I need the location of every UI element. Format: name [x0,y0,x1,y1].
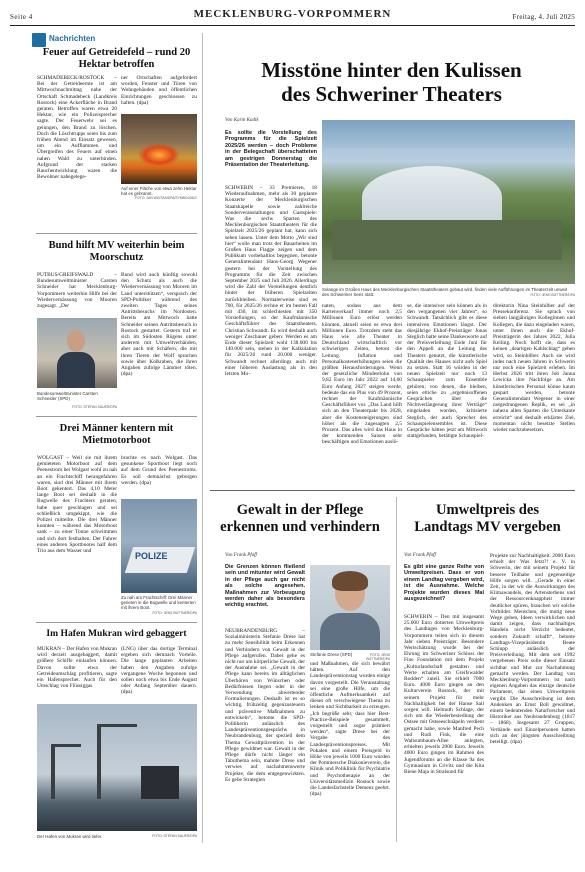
main-text-col4: direktorin Nina Steinhilber auf der Pressekonferenz. Sie sprach von sieben langjährigen Kolleginnen und Kollegen, die dazu eingeladen waren, unter ihnen auch die Ekhof-Preisträgerin des Jahres 2022, Julia Keiling. Noch hofft sie, dass es keinen „dearitgen Kahlschlag“ geben wird, so Steinhilber. Auch sie wird indes nach neuen Jahren in Schwerin nur noch eine Spielzeit erleben. Im Herbst 2026 tritt ihren Job Janna Lewicka ihre Nachfolge an. Am künstlerischen Personal könne kaum gespart werden, betonte Generalintendant Wegener in einer notgedrungenen Replik, es sei „in nahezu allen Sparten die Unterkante erreicht“ und deshalb erklärtes Ziel, momentan nicht besetzte Stellen wieder nachzubesetzen. [493,303,575,434]
boat-caption: Zu nah am Frachtschiff: Drei Männer gerieten in die Bugwelle und kenterten mit ihrem Boot. [121,595,196,611]
pflege-author: Von Frank Pfaff [225,553,257,558]
page-header [10,8,575,24]
pflege-headline-line1: Gewalt in der Pflege [236,502,364,518]
boat-credit: FOTO: JENS BÜTTNER/DPA [152,611,197,615]
main-text-col1: SCHWERIN – 33 Premieren, 18 Wiederaufnahmen, mehr als 30 geplante Konzerte der Mecklenburgischen Staatskapelle sowie zahlreiche Sonderveranstaltungen und Gastspiele: Was die sechs Sparten des Mecklenburgischen Staatstheaters für die Spielzeit 2025/26 geplant hat, kann sich sehen lassen. Unter dem Motto „Wir sind hier“ wolle man trotz der Bauarbeiten im Großen Haus Flagge zeigen und dem Publikum vorbehaltlos begegnen, betonte Generalintendant Hans-Georg Wegener gestern bei der Vorstellung des Programms für die Zeit zwischen September 2025 und Juli 2026. Allerdings wird die Zahl der Vorstellungen deutlich hinter der früheren Spielzeiten zurückbleiben. Normalerweise sind es 700, für 2025/26 rechne er im besten Fall mit 430, im schlechtesten mit 350 Vorstellungen, so der Kaufmännische Geschäftsführer des Staatstheaters, Christian Schwandt. Es wird deshalb auch weniger Zuschauer geben: Werden es am Ende dieser Spielzeit wohl 138.000 bis 140.000 sein, stehen in der Kalkulation für 2025/26 rund 20.000 weniger. Schwandt rechnet allerdings auch mit einer höheren Auslastung als in den letzten Mo- [225,185,317,378]
minister-caption: Bundesumweltminister Carsten Schneider (SPD) [37,391,98,402]
page-number: Seite 4 [10,13,33,21]
hair-shape [332,571,368,591]
minister-credit: FOTO: STEFAN SAUER/DPA [72,405,117,409]
mukran-headline: Im Hafen Mukran wird gebaggert [46,628,187,639]
main-text-col2: naten, sodass aus dem Kartenverkauf immer noch 2,5 Millionen Euro erlöst werden könnten, aktuell seien es etwa drei Millionen Euro. Trotzdem steht das Haus wie alle Theater in Deutschland wirtschaftlich vor schwierigen Zeiten, betont die Leitung. Inflation und Personalkostenerhöhungen seien die größten Herausforderungen. Wenn der gesetzliche Mindestlohn von 9,82 Euro im Jahr 2022 auf 14,60 Euro Anfang 2027 steigen werde, bedeute das ein Plus von 49 Prozent, rechnet der Kaufmännische Geschäftsführer vor. „Das Land hilft sich an den Theaterpakt bis 2028, aber die Kostensteigerungen sind höher als die zugesagten 2,5 Prozent. Das alles wird das Haus in der kommenden Saison sehr beschäftigen und Emotionen auslö- [322,303,402,446]
harbor-credit: FOTO: STEFAN SAUER/DPA [152,834,197,838]
theater-caption: Solange im Großen Haus des Mecklenburgischen Staatstheaters gebaut wird, finden viele Aufführungen im Theaterzelt unweit des Schweriner Sees statt. [322,287,568,298]
main-headline-line1: Misstöne hinter den Kulissen [261,58,522,82]
crane-shape [51,744,55,799]
sky-shape [322,120,575,148]
page-date: Freitag, 4. Juli 2025 [512,13,575,21]
pflege-lead: Die Grenzen können fließend sein und mitunter wird Gewalt in der Pflege auch gar nicht als solche angesehen. Maßnahmen zur Vorbeugung werden daher als besonders wichtig erachtet. [225,564,305,609]
drese-credit: FOTO: JENS BÜTTNER/DPA [366,653,390,661]
boat-headline: Drei Männer kentern mit Mietmotorboot [59,423,174,446]
mukran-text-right: (LNG) über das dortige Terminal ergeben sich demnach Vorteile. Die lange geplanten Arbeiten haben den Angaben zufolge vergangene Woche begonnen und sollen noch etwa bis Ende August oder Anfang September dauern. (dpa) [121,646,197,696]
column-divider [396,497,397,842]
jacket-shape [57,352,95,388]
moor-text-right: Bund wird auch künftig sowohl den Schutz als auch die Wiedervernässung von Mooren im Land unterstützen“, versprach der SPD-Politiker während des zweiten Tages seines Antrittsbesuchs im Nordosten. Bereits am Mittwoch hatte Schneider seinen Antrittsbesuch in Rostock gestartet. Gestern traf er sich im Südosten Rügens unter anderem mit Umweltverbänden, aber auch mit Schäfern, die mit ihren Tieren der Wolf sprachen sowie über Kolkraben, die ihren Angaben zufolge Lämmer töten. (dpa) [121,272,197,378]
divider [210,490,575,491]
umwelt-headline-line2: Landtags MV vergeben [414,519,561,535]
section-title: MECKLENBURG-VORPOMMERN [193,8,392,20]
theater-credit: FOTO: JENS BÜTTNER/DPA [530,293,575,297]
umwelt-headline-line1: Umweltpreis des [435,502,540,518]
police-boat-photo [121,499,197,593]
crane-arm-shape [97,724,137,727]
harbor-caption: Der Hafen von Mukran wird tiefer. [37,834,103,839]
police-lettering: POLIZE [135,551,168,561]
drese-caption: Stefanie Drese (SPD) [310,652,353,657]
header-rule [10,25,575,26]
pflege-headline-line2: erkennen und verhindern [220,519,380,535]
fire-text-left: SCHMADEBECK/ROSTOCK – Bei der Getreideernte ist am Mittwochnachmittag nahe der Ortschaft Schmadebeck (Landkreis Rostock) eine Ackerfläche in Brand geraten. Betroffen waren etwa 20 Hektar, wie ein Polizeisprecher sagte. Der Feuerwehr sei es gelungen, den Brand zu löschen. Doch die Löschtrupps seien bis zum frühen Abend im Einsatz gewesen, um ein Aufflammen und Übergreifen des Feuers auf einen nahen Wald zu unterbinden. Aufgrund der starken Rauchentwicklung waren die Bewohner nahegelege- [37,75,117,181]
umwelt-lead: Es gibt eine ganze Reihe von Umweltpreisen. Dass er von einem Landtag vergeben wird, ist die Ausnahme. Welche Projekte wurden dieses Mal ausgezeichnet? [404,564,484,603]
umwelt-author: Von Frank Pfaff [404,553,436,558]
mukran-text-left: MUKRAN – Der Hafen von Mukran wird derzeit ausgebaggert, damit größere Schiffe einlaufen können. Davon sollte etwa der Getreideumschlag profitieren, sagte ein Hafensprecher. Auch für den Umschlag von Flüssiggas [37,646,117,690]
divider [36,233,197,234]
theater-tent-photo [322,120,575,284]
umwelt-text-col2: Projekte zur Nachhaltigkeit. 2000 Euro erhielt der Was Jetzt?! e. V. in Schwerin, der mit seinem Projekt für bessere Teilhabe und gegenseitige Hilfe sorgen will. „Gerade in einer Zeit, in der wir die Auswirkungen des Klimawandels, des Artensterbens und der Ressourcenknappheit immer deutlicher spüren, brauchen wir solche Vorbilder. Menschen, die mutig neue Wege gehen, Ideen verwirklichen und damit zeigen, dass nachhaltiges Handeln nicht Verzicht bedeutet, sondern Zukunft schafft“, betonte Landtags-Vizepräsidentin Beate Schlupp anlässlich der Preisverleihung. Mit dem seit 1992 vergebenen Preis solle dieser Einsatz sichtbar und Mut zur Nachahmung gemacht werden. Der Landtag von Mecklenburg-Vorpommern ist nach eigenen Angaben das einzige deutsche Parlament, das einen Umweltpreis vergibt. Die Ausschreibung ist dem Andenken an Ernst Boll gewidmet, einem bedeutenden Naturforscher und Historiker aus Neubrandenburg (1817 – 1868). Insgesamt 27 Gruppen, Verbände und Einzelpersonen hatten sich an der jüngsten Ausschreibung beteiligt. (dpa) [490,553,575,746]
fire-caption: Auf einer Fläche von etwa zehn Hektar hat es gebrannt. [121,186,197,197]
main-headline [210,58,573,106]
main-lead: Es sollte die Vorstellung des Programms für die Spielzeit 2025/26 werden – doch Probleme in der Belegschaft überschatteten am gestrigen Donnerstag die Präsentation der Theaterleitung. [225,130,317,169]
minister-photo [37,318,117,388]
fire-photo [121,114,197,184]
tent-dome-shape [362,166,502,228]
divider [36,622,197,623]
news-kicker: Nachrichten [49,34,96,43]
jacket-shape [320,613,380,650]
drese-photo [310,565,390,650]
boat-text-left: WOLGAST – Weil sie mit ihrem gemieteten Motorboot auf dem Peenestrom bei Wolgast wohl zu nah an ein Frachtschiff herangefahren waren, sind drei Männer mit ihrem Boot gekentert. Das 4,10 Meter lange Boot sei deshalb in die Bugwelle des Frachters geraten, habe quer geschlagen und sei schließlich umgekippt, wie die Polizei mitteilte. Die drei Männer konnten – während das Motorboot sank – zu einer Tonne schwimmen und sich dort festhalten. Der Fahrer eines anderen Sportbootes half dem Trio aus dem Wasser und [37,455,117,555]
pflege-headline [210,502,390,536]
crane-shape [97,724,101,799]
fire-credit: FOTO: JAN WOITAS/DPA/SYMBOLBILD [135,196,197,200]
face-shape [67,330,85,352]
pflege-text-col2: und Maßnahmen, die sich bewährt hätten. Auf den Landespräventionstag wurden einige davon vorgestellt. Die Veranstaltung sei eine große Hilfe, um die öffentliche Aufmerksamkeit auf dieses oft verschwiegene Thema zu lenken und Sichtbarkeit zu erzeugen. „Ich begrüße sehr, dass hier Best-Practice-Beispiele gesammelt, vorgestellt und sogar prämiert werden“, sagte Drese bei der Vergabe des Landespräventionspreises. Mit Pokalen und einem Preisgeld in Höhe von jeweils 1000 Euro wurden der Pommersche Diakonieverein, die Klinik und Poliklinik für Psychiatrie und Psychotherapie an der Universitätsmedizin Rostock sowie die Landesfachstelle Demenz geehrt. (dpa) [310,661,390,798]
fire-headline: Feuer auf Getreidefeld – rund 20 Hektar betroffen [42,47,191,70]
fire-text-right: ner Ortschaften aufgefordert worden, Fenster und Türen von Wohngebäuden und öffentlichen Einrichtungen geschlossen zu halten. (dpa) [121,75,197,106]
moor-headline: Bund hilft MV weiterhin beim Moorschutz [48,240,185,263]
dredger-shape [141,766,179,799]
grass-shape [332,220,562,260]
crane-arm-shape [51,744,81,747]
pflege-text-col1: NEUBRANDENBURG – Sozialministerin Stefanie Drese hat zu mehr Sensibilität beim Erkennen und Verhindern von Gewalt in der Pflege aufgerufen. Dabei gehe es nicht nur um körperliche Gewalt, der der Ausnahme sei. „Gewalt in der Pflege kann bereits im alltäglichen Überhören von Wünschen oder Bedürfnissen liegen oder in der Verwendung abwertender Formulierungen. Deshalb ist es so wichtig, frühzeitig gegenzusteuern und präventive Maßnahmen zu entwickeln“, betonte die SPD-Politikerin anlässlich des Landespräventionsgesprächs in Neubrandenburg, der speziell dem Thema Gewaltprävention in der Pflege gewidmet war. Gewalt in der Pflege dürfe nicht länger ein Tabuthema sein, mahnte Drese und verwies auf nachahmenswerte Projekte, die dem entgegenwirkten. Es gebe Strategien [225,628,305,783]
umwelt-text-col1: SCHWERIN – Den mit insgesamt 25.000 Euro dotierten Umweltpreis des Landtages von Mecklenburg-Vorpommern teilen sich in diesem Jahr sieben Preisträger. Besondere Wertschätzung wurde bei der Ehrung im Schweriner Schloss der Fine Foundation mit dem Projekt „Kulturlandschaft gestalten und Werte erhalten am Greifswalder Bodden“ zuteil. Sie erhielt 7000 Euro. 4000 Euro gingen an den Kulturverein Rostock, der mit seinem Projekt für mehr Nachhaltigkeit bei der Hanse Sail sorgen will. Helmuth Schlage, der sich um die Wiederbesiedlung der Ostsee mit Ostseeschnäpeln verdient gemacht habe, sowie Manfred Pech und Rudi Fink, die eine Waltsumbaum-Allee anlegten, erhielten jeweils 2000 Euro. Jeweils 4000 Euro gingen im Rahmen des Jugendforums an die Klasse 9a des Gymnasium in Crivitz und die Kita Biene Maja in Stralsund für [404,614,484,776]
umwelt-headline [400,502,575,536]
divider [36,416,197,417]
harbor-photo [37,704,197,831]
main-text-col3: se, die intensiver sein können als in den vergangenen vier Jahren“, so Schwandt. Tatsächlich gibt es diese intensiven Emotionen längst. Der diesjährige Ekhof-Preisträger Jonas Steglich hatte seine Dankesworte auf der Preisverleihung Ende Juni für den Appell an die Leitung des Theaters genutzt, die künstlerische Qualität des Hauses nicht aufs Spiel zu setzen. Statt 16 würden in der neuen Spielzeit nur noch 13 Schauspieler zum Ensemble gehören; von denen, die bleiben, seien etliche zu „ergebnisoffenen Gesprächen über die Nichtverlängerung ihrer Verträge“ eingeladen worden, kritisierte Steglich, der auch Sprecher des Schauspielensembles ist. Diese Gespräche hätten jetzt am Mittwoch stattgefunden, betätigte Schauspiel- [407,303,487,440]
main-headline-line2: des Schweriner Theaters [281,82,502,106]
flames-shape [139,144,179,166]
main-author: Von Karin Kadik [225,118,259,123]
boat-text-right: brachte es nach Wolgast. Das gesunkene Sportboot liegt noch auf dem Grund des Peenestroms. Es soll demnächst geborgen werden. (dpa) [121,455,197,486]
moor-text-left: PUTBUS/GREIFSWALD – Bundesumweltminister Carsten Schneider hat Mecklenburg-Vorpommern weiterhin Hilfe bei der Wiedervernässung von Mooren zugesagt. „Der [37,272,117,310]
news-square-icon [32,33,46,47]
column-divider [202,33,203,843]
